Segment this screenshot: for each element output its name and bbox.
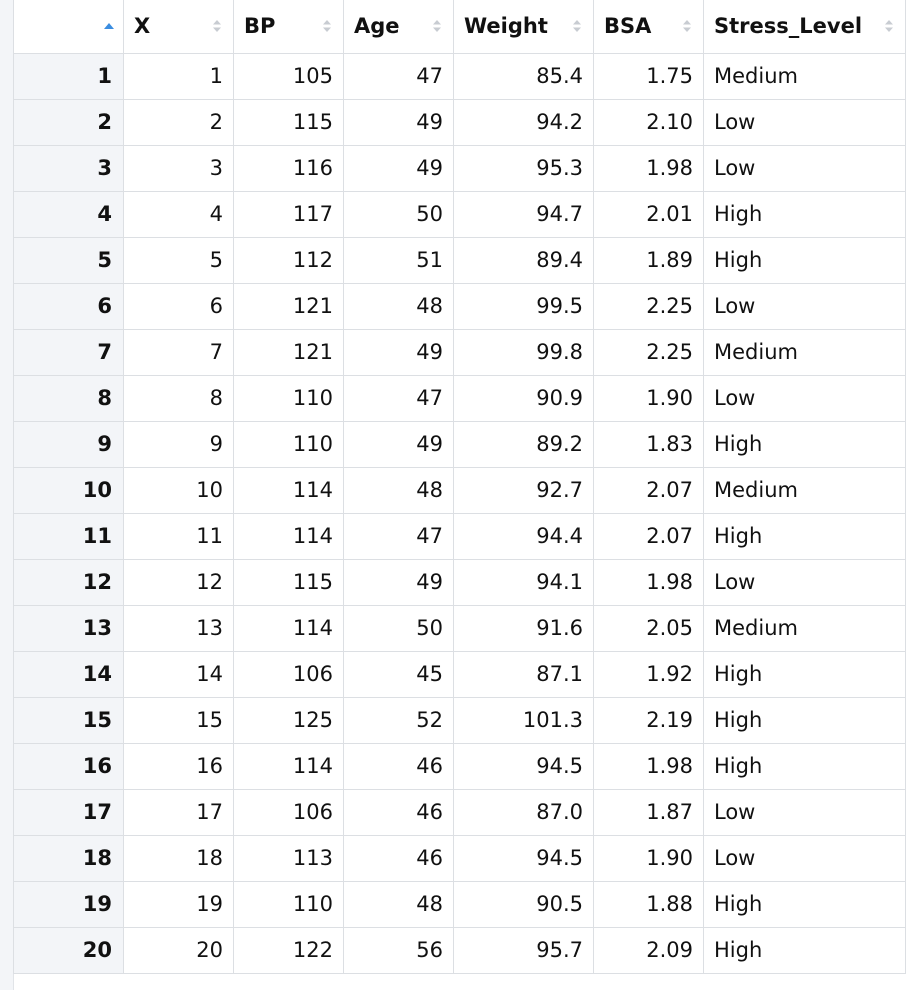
sort-both-icon[interactable] <box>321 17 333 35</box>
cell-age: 47 <box>344 513 454 559</box>
cell-age: 47 <box>344 375 454 421</box>
cell-weight: 95.7 <box>454 927 594 973</box>
sort-both-icon[interactable] <box>681 17 693 35</box>
cell-bp: 114 <box>234 467 344 513</box>
cell-age: 48 <box>344 881 454 927</box>
cell-stress-level: High <box>704 237 906 283</box>
cell-bp: 110 <box>234 421 344 467</box>
column-header-x[interactable] <box>124 0 234 53</box>
column-header-label: Age <box>354 14 400 39</box>
cell-bp: 106 <box>234 789 344 835</box>
cell-bsa: 1.87 <box>594 789 704 835</box>
column-header-age[interactable] <box>344 0 454 53</box>
cell-age: 47 <box>344 53 454 99</box>
cell-age: 49 <box>344 329 454 375</box>
cell-bp: 113 <box>234 835 344 881</box>
cell-stress-level: High <box>704 421 906 467</box>
row-index-cell: 18 <box>14 835 124 881</box>
row-index-cell: 3 <box>14 145 124 191</box>
cell-bp: 122 <box>234 927 344 973</box>
row-index-cell: 17 <box>14 789 124 835</box>
cell-bp: 116 <box>234 145 344 191</box>
row-index-cell: 5 <box>14 237 124 283</box>
cell-bsa: 1.75 <box>594 53 704 99</box>
cell-weight: 92.7 <box>454 467 594 513</box>
row-index-cell: 20 <box>14 927 124 973</box>
cell-stress-level: Medium <box>704 53 906 99</box>
cell-age: 46 <box>344 743 454 789</box>
table-row <box>14 467 906 513</box>
column-header-label: Stress_Level <box>714 14 863 39</box>
cell-bsa: 1.90 <box>594 375 704 421</box>
cell-weight: 101.3 <box>454 697 594 743</box>
column-header-stress-level[interactable] <box>704 0 906 53</box>
row-index-cell: 11 <box>14 513 124 559</box>
cell-stress-level: Low <box>704 835 906 881</box>
cell-weight: 94.2 <box>454 99 594 145</box>
table-row <box>14 145 906 191</box>
table-row <box>14 283 906 329</box>
cell-bsa: 2.05 <box>594 605 704 651</box>
cell-bp: 105 <box>234 53 344 99</box>
cell-age: 50 <box>344 191 454 237</box>
cell-weight: 85.4 <box>454 53 594 99</box>
cell-weight: 99.8 <box>454 329 594 375</box>
table-row <box>14 237 906 283</box>
column-header-row-index[interactable] <box>14 0 124 53</box>
cell-bp: 121 <box>234 283 344 329</box>
cell-x: 3 <box>124 145 234 191</box>
cell-age: 46 <box>344 835 454 881</box>
cell-bp: 117 <box>234 191 344 237</box>
cell-bsa: 2.25 <box>594 283 704 329</box>
cell-bp: 125 <box>234 697 344 743</box>
cell-weight: 99.5 <box>454 283 594 329</box>
table-row <box>14 651 906 697</box>
cell-weight: 94.5 <box>454 835 594 881</box>
cell-stress-level: High <box>704 191 906 237</box>
cell-weight: 95.3 <box>454 145 594 191</box>
cell-age: 49 <box>344 145 454 191</box>
cell-stress-level: Low <box>704 145 906 191</box>
cell-x: 12 <box>124 559 234 605</box>
cell-weight: 94.5 <box>454 743 594 789</box>
cell-bsa: 2.09 <box>594 927 704 973</box>
cell-age: 49 <box>344 421 454 467</box>
cell-x: 1 <box>124 53 234 99</box>
row-index-cell: 2 <box>14 99 124 145</box>
cell-bsa: 2.10 <box>594 99 704 145</box>
data-table <box>13 0 906 974</box>
table-row <box>14 835 906 881</box>
cell-x: 4 <box>124 191 234 237</box>
cell-stress-level: Medium <box>704 605 906 651</box>
sort-both-icon[interactable] <box>571 17 583 35</box>
cell-age: 56 <box>344 927 454 973</box>
row-index-cell: 8 <box>14 375 124 421</box>
column-header-bsa[interactable] <box>594 0 704 53</box>
cell-stress-level: High <box>704 513 906 559</box>
column-header-label: Weight <box>464 14 548 39</box>
row-index-cell: 9 <box>14 421 124 467</box>
cell-x: 16 <box>124 743 234 789</box>
cell-x: 20 <box>124 927 234 973</box>
cell-age: 45 <box>344 651 454 697</box>
cell-weight: 89.2 <box>454 421 594 467</box>
cell-age: 48 <box>344 467 454 513</box>
cell-stress-level: High <box>704 927 906 973</box>
cell-bsa: 1.88 <box>594 881 704 927</box>
cell-weight: 90.9 <box>454 375 594 421</box>
table-row <box>14 697 906 743</box>
cell-weight: 89.4 <box>454 237 594 283</box>
row-index-cell: 14 <box>14 651 124 697</box>
cell-x: 8 <box>124 375 234 421</box>
cell-bp: 115 <box>234 559 344 605</box>
cell-age: 52 <box>344 697 454 743</box>
cell-bsa: 1.92 <box>594 651 704 697</box>
row-index-cell: 15 <box>14 697 124 743</box>
row-index-cell: 16 <box>14 743 124 789</box>
sort-both-icon[interactable] <box>211 17 223 35</box>
cell-bsa: 1.83 <box>594 421 704 467</box>
cell-age: 49 <box>344 559 454 605</box>
table-row <box>14 743 906 789</box>
table-header <box>14 0 906 53</box>
cell-bp: 106 <box>234 651 344 697</box>
cell-bp: 121 <box>234 329 344 375</box>
table-row <box>14 559 906 605</box>
cell-bp: 114 <box>234 743 344 789</box>
cell-age: 49 <box>344 99 454 145</box>
cell-bsa: 1.89 <box>594 237 704 283</box>
cell-age: 51 <box>344 237 454 283</box>
cell-x: 2 <box>124 99 234 145</box>
table-row <box>14 53 906 99</box>
cell-weight: 91.6 <box>454 605 594 651</box>
table-row <box>14 605 906 651</box>
row-index-cell: 7 <box>14 329 124 375</box>
cell-stress-level: Low <box>704 283 906 329</box>
cell-bsa: 2.07 <box>594 513 704 559</box>
cell-bsa: 1.98 <box>594 743 704 789</box>
table-row <box>14 329 906 375</box>
table-row <box>14 421 906 467</box>
cell-bp: 114 <box>234 605 344 651</box>
left-gutter <box>0 0 14 990</box>
cell-stress-level: High <box>704 743 906 789</box>
cell-weight: 90.5 <box>454 881 594 927</box>
cell-age: 48 <box>344 283 454 329</box>
cell-stress-level: Medium <box>704 329 906 375</box>
header-row <box>14 0 906 53</box>
cell-bp: 112 <box>234 237 344 283</box>
cell-bsa: 2.07 <box>594 467 704 513</box>
row-index-cell: 6 <box>14 283 124 329</box>
column-header-bp[interactable] <box>234 0 344 53</box>
cell-bsa: 1.98 <box>594 559 704 605</box>
cell-bp: 115 <box>234 99 344 145</box>
table-row <box>14 789 906 835</box>
cell-x: 14 <box>124 651 234 697</box>
cell-x: 15 <box>124 697 234 743</box>
cell-stress-level: High <box>704 651 906 697</box>
cell-bp: 110 <box>234 881 344 927</box>
table-row <box>14 191 906 237</box>
row-index-cell: 4 <box>14 191 124 237</box>
cell-stress-level: High <box>704 697 906 743</box>
row-index-cell: 12 <box>14 559 124 605</box>
sort-both-icon[interactable] <box>883 17 895 35</box>
cell-weight: 94.7 <box>454 191 594 237</box>
cell-x: 18 <box>124 835 234 881</box>
column-header-label: BP <box>244 14 276 39</box>
row-index-cell: 19 <box>14 881 124 927</box>
table-row <box>14 513 906 559</box>
cell-bsa: 2.19 <box>594 697 704 743</box>
table-body <box>14 53 906 973</box>
sort-both-icon[interactable] <box>431 17 443 35</box>
cell-x: 5 <box>124 237 234 283</box>
cell-stress-level: Low <box>704 789 906 835</box>
table-row <box>14 375 906 421</box>
cell-bp: 114 <box>234 513 344 559</box>
cell-stress-level: Low <box>704 375 906 421</box>
column-header-label: BSA <box>604 14 652 39</box>
table-container <box>13 0 905 974</box>
row-index-cell: 10 <box>14 467 124 513</box>
cell-age: 46 <box>344 789 454 835</box>
cell-x: 7 <box>124 329 234 375</box>
cell-x: 6 <box>124 283 234 329</box>
table-row <box>14 881 906 927</box>
cell-stress-level: Low <box>704 559 906 605</box>
cell-weight: 94.4 <box>454 513 594 559</box>
cell-bsa: 1.90 <box>594 835 704 881</box>
sort-ascending-icon[interactable] <box>103 17 115 35</box>
table-row <box>14 99 906 145</box>
cell-weight: 87.0 <box>454 789 594 835</box>
row-index-cell: 1 <box>14 53 124 99</box>
cell-stress-level: Low <box>704 99 906 145</box>
cell-x: 10 <box>124 467 234 513</box>
cell-stress-level: Medium <box>704 467 906 513</box>
cell-x: 17 <box>124 789 234 835</box>
cell-bsa: 2.01 <box>594 191 704 237</box>
row-index-cell: 13 <box>14 605 124 651</box>
cell-x: 13 <box>124 605 234 651</box>
cell-stress-level: High <box>704 881 906 927</box>
cell-x: 9 <box>124 421 234 467</box>
table-row <box>14 927 906 973</box>
cell-weight: 94.1 <box>454 559 594 605</box>
column-header-weight[interactable] <box>454 0 594 53</box>
cell-age: 50 <box>344 605 454 651</box>
cell-bp: 110 <box>234 375 344 421</box>
cell-bsa: 1.98 <box>594 145 704 191</box>
cell-x: 11 <box>124 513 234 559</box>
cell-weight: 87.1 <box>454 651 594 697</box>
cell-bsa: 2.25 <box>594 329 704 375</box>
cell-x: 19 <box>124 881 234 927</box>
column-header-label: X <box>134 14 151 39</box>
